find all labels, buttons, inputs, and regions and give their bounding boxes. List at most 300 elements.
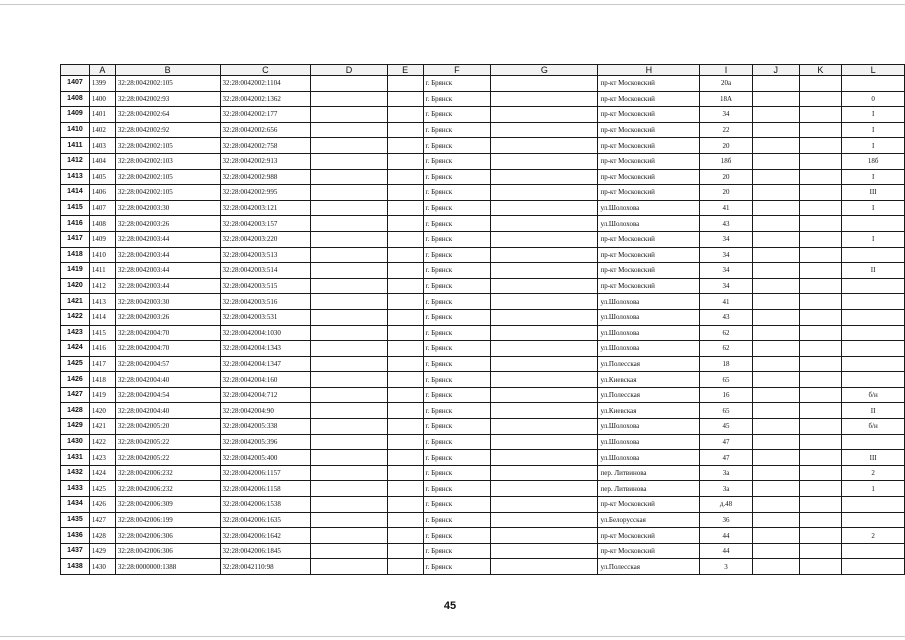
- cell-d: [311, 122, 387, 138]
- cell-e: [387, 122, 423, 138]
- cell-f: г. Брянск: [423, 138, 491, 154]
- cell-k: [799, 231, 842, 247]
- cell-b: 32:28:0042005:20: [115, 419, 220, 435]
- cell-i: 34: [700, 263, 753, 279]
- cell-b: 32:28:0042006:309: [115, 497, 220, 513]
- row-number-cell: 1420: [61, 278, 90, 294]
- cell-l: [842, 309, 905, 325]
- cell-k: [799, 278, 842, 294]
- cell-j: [752, 294, 799, 310]
- cell-c: 32:28:0042002:758: [220, 138, 311, 154]
- cell-b: 32:28:0042002:105: [115, 169, 220, 185]
- cell-i: 16: [700, 387, 753, 403]
- cell-f: г. Брянск: [423, 153, 491, 169]
- cell-b: 32:28:0042002:105: [115, 185, 220, 201]
- table-row: [61, 387, 905, 403]
- cell-a: 1400: [89, 91, 115, 107]
- cell-e: [387, 356, 423, 372]
- cell-f: г. Брянск: [423, 91, 491, 107]
- row-number-cell: 1409: [61, 107, 90, 123]
- cell-e: [387, 278, 423, 294]
- cell-c: 32:28:0042006:1642: [220, 528, 311, 544]
- cell-i: 22: [700, 122, 753, 138]
- cell-j: [752, 434, 799, 450]
- cell-i: 36: [700, 512, 753, 528]
- row-number-cell: 1429: [61, 419, 90, 435]
- table-row: [61, 247, 905, 263]
- cell-a: 1416: [89, 341, 115, 357]
- cell-f: г. Брянск: [423, 543, 491, 559]
- cell-l: III: [842, 185, 905, 201]
- cell-b: 32:28:0000000:1388: [115, 559, 220, 575]
- cell-j: [752, 450, 799, 466]
- cell-h: пр-кт Московский: [598, 76, 700, 92]
- cell-h: пер. Литвинова: [598, 481, 700, 497]
- cell-g: [491, 76, 598, 92]
- cell-l: I: [842, 107, 905, 123]
- cell-h: пр-кт Московский: [598, 153, 700, 169]
- cell-k: [799, 341, 842, 357]
- cell-g: [491, 138, 598, 154]
- cell-d: [311, 434, 387, 450]
- row-number-cell: 1412: [61, 153, 90, 169]
- cell-k: [799, 91, 842, 107]
- cell-b: 32:28:0042002:105: [115, 138, 220, 154]
- row-number-cell: 1427: [61, 387, 90, 403]
- cell-a: 1420: [89, 403, 115, 419]
- cell-k: [799, 512, 842, 528]
- cell-g: [491, 169, 598, 185]
- cell-j: [752, 419, 799, 435]
- cell-f: г. Брянск: [423, 122, 491, 138]
- cell-l: 0: [842, 91, 905, 107]
- cell-k: [799, 153, 842, 169]
- cell-l: [842, 325, 905, 341]
- cell-e: [387, 543, 423, 559]
- cell-a: 1410: [89, 247, 115, 263]
- cell-b: 32:28:0042006:232: [115, 465, 220, 481]
- cell-c: 32:28:0042002:177: [220, 107, 311, 123]
- cell-d: [311, 403, 387, 419]
- cell-b: 32:28:0042003:44: [115, 278, 220, 294]
- cell-k: [799, 169, 842, 185]
- table-row: [61, 263, 905, 279]
- row-number-cell: 1417: [61, 231, 90, 247]
- cell-a: 1418: [89, 372, 115, 388]
- cell-f: г. Брянск: [423, 169, 491, 185]
- cell-k: [799, 419, 842, 435]
- cell-j: [752, 481, 799, 497]
- cell-i: 34: [700, 247, 753, 263]
- row-number-cell: 1435: [61, 512, 90, 528]
- row-number-cell: 1437: [61, 543, 90, 559]
- cell-a: 1423: [89, 450, 115, 466]
- cell-j: [752, 528, 799, 544]
- cell-k: [799, 403, 842, 419]
- cell-c: 32:28:0042006:1635: [220, 512, 311, 528]
- cell-i: 3а: [700, 465, 753, 481]
- cell-j: [752, 341, 799, 357]
- row-number-cell: 1433: [61, 481, 90, 497]
- cell-b: 32:28:0042002:93: [115, 91, 220, 107]
- cell-d: [311, 153, 387, 169]
- cell-c: 32:28:0042002:656: [220, 122, 311, 138]
- cell-h: пр-кт Московский: [598, 263, 700, 279]
- cell-h: пр-кт Московский: [598, 543, 700, 559]
- column-header: A: [89, 65, 115, 76]
- cell-d: [311, 341, 387, 357]
- cell-b: 32:28:0042003:44: [115, 231, 220, 247]
- column-header: G: [491, 65, 598, 76]
- cell-b: 32:28:0042005:22: [115, 434, 220, 450]
- cell-a: 1409: [89, 231, 115, 247]
- cell-d: [311, 512, 387, 528]
- cell-i: 20а: [700, 76, 753, 92]
- cell-j: [752, 497, 799, 513]
- cell-f: г. Брянск: [423, 200, 491, 216]
- cell-j: [752, 372, 799, 388]
- cell-b: 32:28:0042004:54: [115, 387, 220, 403]
- cell-c: 32:28:0042004:90: [220, 403, 311, 419]
- cell-e: [387, 216, 423, 232]
- cell-b: 32:28:0042006:232: [115, 481, 220, 497]
- cell-j: [752, 278, 799, 294]
- cell-l: [842, 512, 905, 528]
- column-header: D: [311, 65, 387, 76]
- cell-f: г. Брянск: [423, 403, 491, 419]
- cell-h: ул.Шолохова: [598, 200, 700, 216]
- cell-i: 3: [700, 559, 753, 575]
- cell-a: 1417: [89, 356, 115, 372]
- cell-k: [799, 387, 842, 403]
- cell-j: [752, 263, 799, 279]
- cell-g: [491, 528, 598, 544]
- cell-h: ул.Белорусская: [598, 512, 700, 528]
- cell-k: [799, 450, 842, 466]
- cell-g: [491, 497, 598, 513]
- cell-k: [799, 247, 842, 263]
- cell-c: 32:28:0042003:121: [220, 200, 311, 216]
- row-number-cell: 1416: [61, 216, 90, 232]
- cell-a: 1412: [89, 278, 115, 294]
- cell-i: 34: [700, 107, 753, 123]
- cell-l: [842, 434, 905, 450]
- cell-f: г. Брянск: [423, 341, 491, 357]
- table-row: [61, 216, 905, 232]
- column-header: K: [799, 65, 842, 76]
- cell-f: г. Брянск: [423, 216, 491, 232]
- cell-d: [311, 216, 387, 232]
- cell-c: 32:28:0042004:1343: [220, 341, 311, 357]
- cell-i: 62: [700, 341, 753, 357]
- cell-i: 20: [700, 185, 753, 201]
- scan-edge-bottom: [0, 636, 905, 637]
- cell-f: г. Брянск: [423, 107, 491, 123]
- cell-c: 32:28:0042002:995: [220, 185, 311, 201]
- cell-c: 32:28:0042005:396: [220, 434, 311, 450]
- cell-a: 1425: [89, 481, 115, 497]
- cell-g: [491, 185, 598, 201]
- cell-d: [311, 387, 387, 403]
- cell-f: г. Брянск: [423, 247, 491, 263]
- cell-d: [311, 481, 387, 497]
- table-row: [61, 465, 905, 481]
- cell-e: [387, 91, 423, 107]
- cell-j: [752, 543, 799, 559]
- cell-k: [799, 559, 842, 575]
- cell-h: пр-кт Московский: [598, 138, 700, 154]
- row-number-cell: 1415: [61, 200, 90, 216]
- cell-l: 18б: [842, 153, 905, 169]
- cell-c: 32:28:0042006:1158: [220, 481, 311, 497]
- table-row: [61, 309, 905, 325]
- cell-h: пр-кт Московский: [598, 497, 700, 513]
- cell-b: 32:28:0042004:40: [115, 372, 220, 388]
- cell-e: [387, 450, 423, 466]
- row-number-cell: 1434: [61, 497, 90, 513]
- cell-l: III: [842, 450, 905, 466]
- cell-i: 34: [700, 278, 753, 294]
- table-row: [61, 169, 905, 185]
- cell-l: [842, 497, 905, 513]
- row-number-cell: 1428: [61, 403, 90, 419]
- table-row: [61, 294, 905, 310]
- cell-i: 41: [700, 294, 753, 310]
- cell-k: [799, 528, 842, 544]
- cell-l: [842, 216, 905, 232]
- cell-i: 65: [700, 372, 753, 388]
- cell-k: [799, 465, 842, 481]
- cell-h: пр-кт Московский: [598, 122, 700, 138]
- cell-i: 43: [700, 309, 753, 325]
- table-row: [61, 153, 905, 169]
- cell-e: [387, 434, 423, 450]
- cell-g: [491, 434, 598, 450]
- cell-i: 18А: [700, 91, 753, 107]
- cell-b: 32:28:0042004:57: [115, 356, 220, 372]
- cell-e: [387, 185, 423, 201]
- cell-a: 1402: [89, 122, 115, 138]
- table-row: [61, 325, 905, 341]
- cell-l: [842, 76, 905, 92]
- cell-h: ул.Шолохова: [598, 419, 700, 435]
- cell-c: 32:28:0042003:531: [220, 309, 311, 325]
- cell-b: 32:28:0042003:44: [115, 263, 220, 279]
- cell-g: [491, 216, 598, 232]
- cell-c: 32:28:0042004:1030: [220, 325, 311, 341]
- cell-d: [311, 450, 387, 466]
- cell-g: [491, 403, 598, 419]
- cell-l: I: [842, 122, 905, 138]
- cell-c: 32:28:0042004:160: [220, 372, 311, 388]
- cell-e: [387, 465, 423, 481]
- cell-g: [491, 512, 598, 528]
- table-row: [61, 91, 905, 107]
- cell-c: 32:28:0042110:98: [220, 559, 311, 575]
- cell-f: г. Брянск: [423, 325, 491, 341]
- cell-l: I: [842, 200, 905, 216]
- cell-a: 1428: [89, 528, 115, 544]
- column-header: E: [387, 65, 423, 76]
- column-header: L: [842, 65, 905, 76]
- column-header-row: [61, 65, 905, 76]
- spreadsheet-table: [60, 64, 905, 575]
- cell-b: 32:28:0042002:105: [115, 76, 220, 92]
- cell-d: [311, 372, 387, 388]
- cell-l: б/н: [842, 387, 905, 403]
- cell-f: г. Брянск: [423, 231, 491, 247]
- cell-l: [842, 559, 905, 575]
- cell-l: 1: [842, 481, 905, 497]
- column-header: F: [423, 65, 491, 76]
- cell-g: [491, 387, 598, 403]
- cell-l: [842, 294, 905, 310]
- row-number-cell: 1421: [61, 294, 90, 310]
- cell-k: [799, 185, 842, 201]
- cell-g: [491, 559, 598, 575]
- cell-l: I: [842, 231, 905, 247]
- row-number-cell: 1422: [61, 309, 90, 325]
- cell-l: [842, 247, 905, 263]
- cell-e: [387, 403, 423, 419]
- cell-d: [311, 247, 387, 263]
- cell-b: 32:28:0042004:70: [115, 325, 220, 341]
- cell-h: ул.Шолохова: [598, 450, 700, 466]
- cell-g: [491, 231, 598, 247]
- cell-g: [491, 325, 598, 341]
- cell-d: [311, 185, 387, 201]
- cell-g: [491, 278, 598, 294]
- table-row: [61, 497, 905, 513]
- cell-j: [752, 200, 799, 216]
- cell-f: г. Брянск: [423, 278, 491, 294]
- cell-a: 1401: [89, 107, 115, 123]
- cell-k: [799, 122, 842, 138]
- cell-b: 32:28:0042005:22: [115, 450, 220, 466]
- cell-e: [387, 138, 423, 154]
- cell-e: [387, 512, 423, 528]
- cell-d: [311, 309, 387, 325]
- cell-l: [842, 372, 905, 388]
- cell-c: 32:28:0042003:513: [220, 247, 311, 263]
- table-row: [61, 434, 905, 450]
- cell-a: 1414: [89, 309, 115, 325]
- table-row: [61, 372, 905, 388]
- page-number: 45: [443, 600, 457, 612]
- table-row: [61, 278, 905, 294]
- cell-i: 3а: [700, 481, 753, 497]
- cell-a: 1405: [89, 169, 115, 185]
- row-number-cell: 1438: [61, 559, 90, 575]
- table-row: [61, 231, 905, 247]
- cell-k: [799, 294, 842, 310]
- cell-k: [799, 76, 842, 92]
- row-number-cell: 1413: [61, 169, 90, 185]
- row-number-cell: 1410: [61, 122, 90, 138]
- cell-h: ул.Полесская: [598, 387, 700, 403]
- cell-f: г. Брянск: [423, 263, 491, 279]
- cell-d: [311, 169, 387, 185]
- cell-k: [799, 107, 842, 123]
- cell-b: 32:28:0042002:64: [115, 107, 220, 123]
- cell-j: [752, 122, 799, 138]
- cell-l: б/н: [842, 419, 905, 435]
- cell-h: ул.Шолохова: [598, 341, 700, 357]
- table-row: [61, 341, 905, 357]
- cell-b: 32:28:0042002:103: [115, 153, 220, 169]
- column-header: J: [752, 65, 799, 76]
- scan-edge-top: [0, 4, 905, 5]
- row-number-cell: 1425: [61, 356, 90, 372]
- row-number-cell: 1411: [61, 138, 90, 154]
- cell-e: [387, 419, 423, 435]
- cell-g: [491, 107, 598, 123]
- cell-a: 1430: [89, 559, 115, 575]
- cell-f: г. Брянск: [423, 465, 491, 481]
- cell-c: 32:28:0042006:1157: [220, 465, 311, 481]
- cell-j: [752, 138, 799, 154]
- cell-a: 1419: [89, 387, 115, 403]
- row-number-cell: 1426: [61, 372, 90, 388]
- cell-f: г. Брянск: [423, 387, 491, 403]
- cell-d: [311, 278, 387, 294]
- cell-c: 32:28:0042004:1347: [220, 356, 311, 372]
- cell-j: [752, 107, 799, 123]
- cell-j: [752, 91, 799, 107]
- cell-h: ул.Полесская: [598, 559, 700, 575]
- cell-j: [752, 559, 799, 575]
- cell-e: [387, 247, 423, 263]
- cell-d: [311, 559, 387, 575]
- cell-b: 32:28:0042003:30: [115, 200, 220, 216]
- row-number-cell: 1414: [61, 185, 90, 201]
- cell-k: [799, 138, 842, 154]
- cell-i: 47: [700, 434, 753, 450]
- cell-l: [842, 278, 905, 294]
- cell-a: 1403: [89, 138, 115, 154]
- cell-i: д.48: [700, 497, 753, 513]
- cell-k: [799, 543, 842, 559]
- cell-h: ул.Шолохова: [598, 216, 700, 232]
- cell-e: [387, 294, 423, 310]
- cell-g: [491, 294, 598, 310]
- cell-g: [491, 372, 598, 388]
- cell-j: [752, 403, 799, 419]
- cell-a: 1407: [89, 200, 115, 216]
- cell-h: пр-кт Московский: [598, 231, 700, 247]
- cell-k: [799, 200, 842, 216]
- cell-g: [491, 341, 598, 357]
- cell-a: 1429: [89, 543, 115, 559]
- corner-cell: [61, 65, 90, 76]
- cell-j: [752, 325, 799, 341]
- cell-g: [491, 450, 598, 466]
- cell-d: [311, 543, 387, 559]
- cell-l: [842, 341, 905, 357]
- cell-f: г. Брянск: [423, 185, 491, 201]
- cell-e: [387, 481, 423, 497]
- cell-e: [387, 169, 423, 185]
- cell-c: 32:28:0042002:988: [220, 169, 311, 185]
- cell-e: [387, 528, 423, 544]
- cell-e: [387, 153, 423, 169]
- cell-f: г. Брянск: [423, 419, 491, 435]
- cell-h: ул.Полесская: [598, 356, 700, 372]
- cell-l: [842, 543, 905, 559]
- table-row: [61, 200, 905, 216]
- row-number-cell: 1431: [61, 450, 90, 466]
- cell-e: [387, 387, 423, 403]
